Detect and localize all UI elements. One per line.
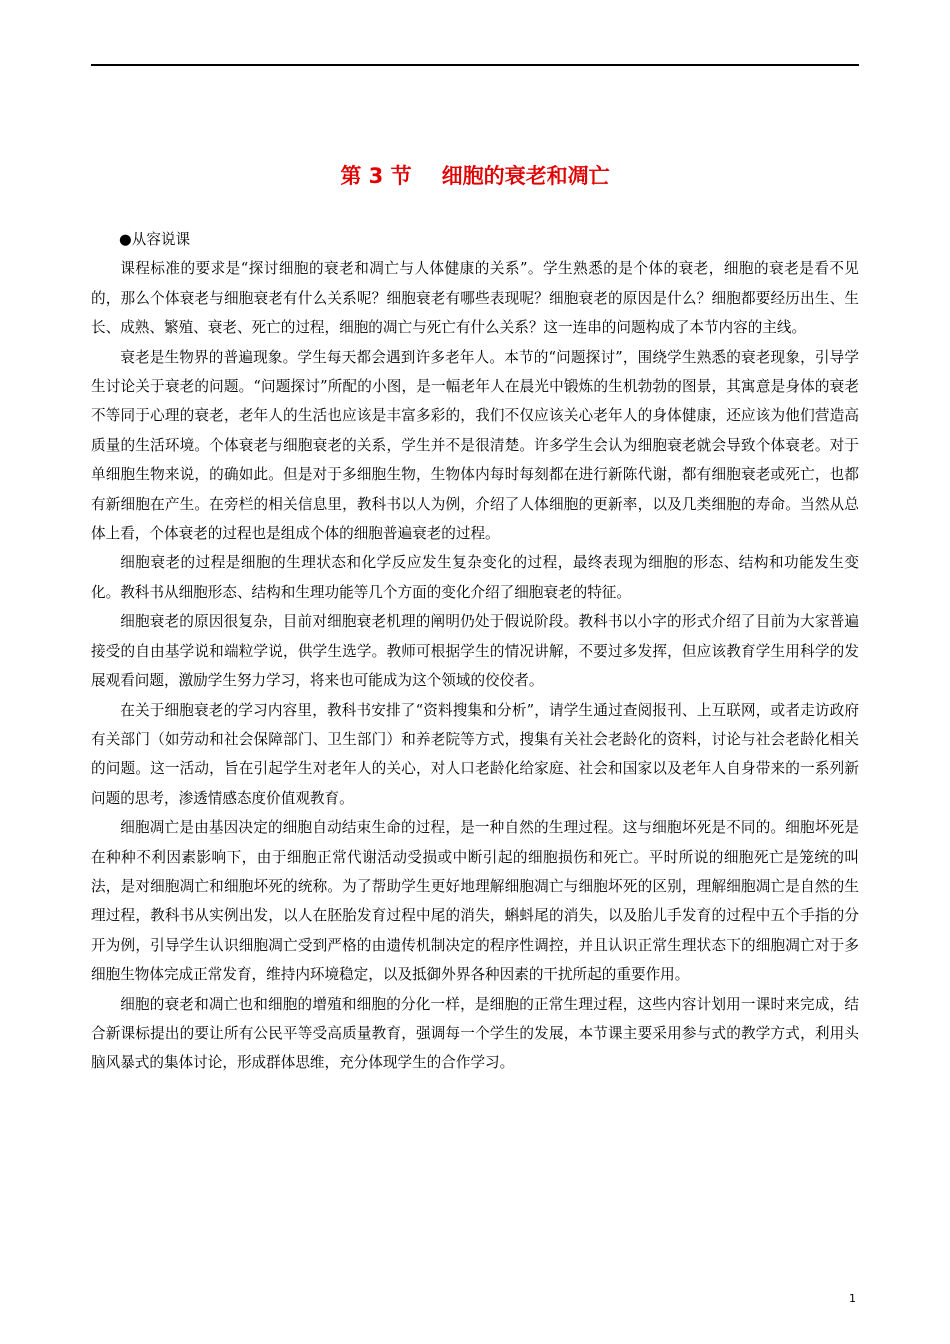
paragraph-3: 细胞衰老的过程是细胞的生理状态和化学反应发生复杂变化的过程，最终表现为细胞的形态、结构和功能发生变化。教科书从细胞形态、结构和生理功能等几个方面的变化介绍了细胞衰老的特征。 <box>91 554 859 601</box>
paragraph-4: 细胞衰老的原因很复杂，目前对细胞衰老机理的阐明仍处于假说阶段。教科书以小字的形式介绍了目前为大家普遍接受的自由基学说和端粒学说，供学生选学。教师可根据学生的情况讲解，不要过多发挥，但应该教育学生用科学的发展观看问题，激励学生努力学习，将来也可能成为这个领域的佼佼者。 <box>91 613 859 690</box>
page-title <box>0 160 950 192</box>
paragraph-2: 衰老是生物界的普遍现象。学生每天都会遇到许多老年人。本节的“问题探讨”，围绕学生熟悉的衰老现象，引导学生讨论关于衰老的问题。“问题探讨”所配的小图，是一幅老年人在晨光中锻炼的生机勃勃的图景，其寓意是身体的衰老不等同于心理的衰老，老年人的生活也应该是丰富多彩的，我们不仅应该关心老年人的身体健康，还应该为他们营造高质量的生活环境。个体衰老与细胞衰老的关系，学生并不是很清楚。许多学生会认为细胞衰老就会导致个体衰老。对于单细胞生物来说，的确如此。但是对于多细胞生物，生物体内每时每刻都在进行新陈代谢，都有细胞衰老或死亡，也都有新细胞在产生。在旁栏的相关信息里，教科书以人为例，介绍了人体细胞的更新率，以及几类细胞的寿命。当然从总体上看，个体衰老的过程也是组成个体的细胞普遍衰老的过程。 <box>91 348 859 543</box>
paragraph-5: 在关于细胞衰老的学习内容里，教科书安排了“资料搜集和分析”，请学生通过查阅报刊、上互联网，或者走访政府有关部门（如劳动和社会保障部门、卫生部门）和养老院等方式，搜集有关社会老龄化的资料，讨论与社会老龄化相关的问题。这一活动，旨在引起学生对老年人的关心，对人口老龄化给家庭、社会和国家以及老年人自身带来的一系列新问题的思考，渗透情感态度价值观教育。 <box>91 701 859 807</box>
paragraph-1: 课程标准的要求是“探讨细胞的衰老和凋亡与人体健康的关系”。学生熟悉的是个体的衰老，细胞的衰老是看不见的，那么个体衰老与细胞衰老有什么关系呢？细胞衰老有哪些表现呢？细胞衰老的原因是什么？细胞都要经历出生、生长、成熟、繁殖、衰老、死亡的过程，细胞的凋亡与死亡有什么关系？这一连串的问题构成了本节内容的主线。 <box>91 260 859 337</box>
section-name: 细胞的衰老和凋亡 <box>441 164 610 188</box>
document-body <box>91 225 859 1078</box>
section-number: 第 3 节 <box>340 164 412 188</box>
paragraph-7: 细胞的衰老和凋亡也和细胞的增殖和细胞的分化一样，是细胞的正常生理过程，这些内容计划用一课时来完成，结合新课标提出的要让所有公民平等受高质量教育，强调每一个学生的发展，本节课主要采用参与式的教学方式，利用头脑风暴式的集体讨论，形成群体思维，充分体现学生的合作学习。 <box>91 995 859 1072</box>
header-rule <box>91 64 859 66</box>
paragraph-6: 细胞凋亡是由基因决定的细胞自动结束生命的过程，是一种自然的生理过程。这与细胞坏死是不同的。细胞坏死是在种种不利因素影响下，由于细胞正常代谢活动受损或中断引起的细胞损伤和死亡。平时所说的细胞死亡是笼统的叫法，是对细胞凋亡和细胞坏死的统称。为了帮助学生更好地理解细胞凋亡与细胞坏死的区别，理解细胞凋亡是自然的生理过程，教科书从实例出发，以人在胚胎发育过程中尾的消失，蝌蚪尾的消失，以及胎儿手发育的过程中五个手指的分开为例，引导学生认识细胞凋亡受到严格的由遗传机制决定的程序性调控，并且认识正常生理状态下的细胞凋亡对于多细胞生物体完成正常发育，维持内环境稳定，以及抵御外界各种因素的干扰所起的重要作用。 <box>91 819 859 984</box>
page-number: 1 <box>849 1292 856 1305</box>
section-label: ●从容说课 <box>119 231 191 248</box>
